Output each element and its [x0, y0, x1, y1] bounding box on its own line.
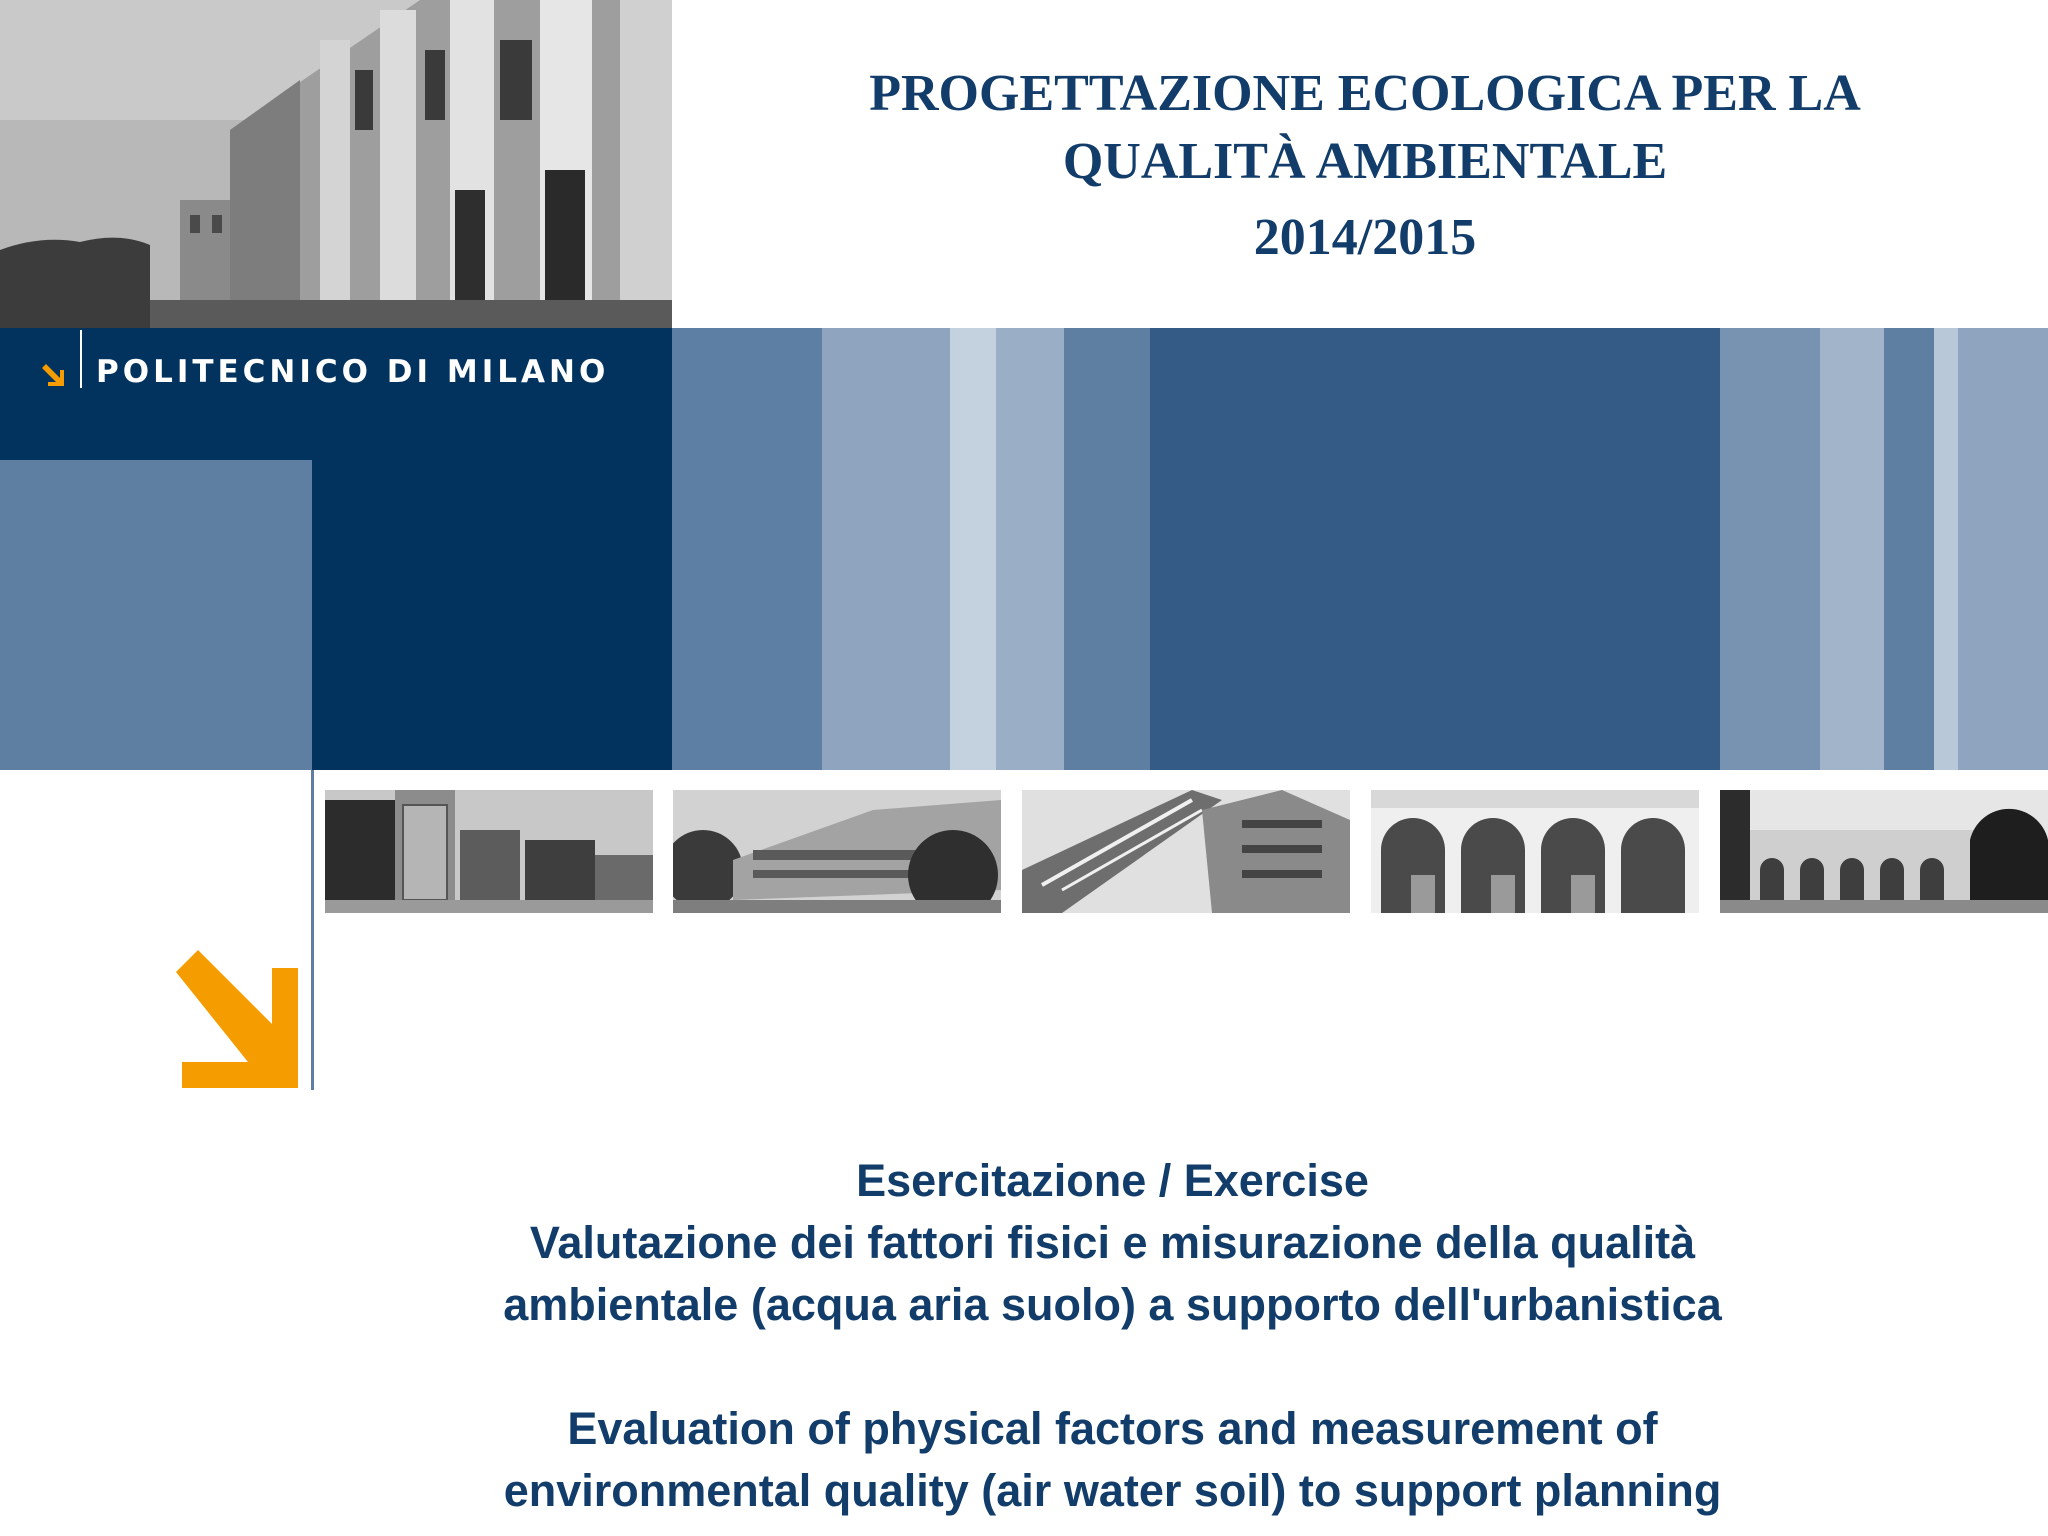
vertical-divider-line [311, 770, 314, 1090]
stripe-block-9 [1934, 328, 1958, 770]
orange-arrow-icon [176, 950, 300, 1090]
campus-building-photo-1 [325, 790, 653, 913]
stripe-block-4 [996, 328, 1064, 770]
stripe-block-2 [822, 328, 950, 770]
campus-building-photo-2 [673, 790, 1001, 913]
campus-courtyard-photo-5 [1720, 790, 2048, 913]
subtitle-line-1: Esercitazione / Exercise [856, 1155, 1369, 1206]
stripe-block-3 [950, 328, 996, 770]
navy-block [312, 460, 672, 770]
stripe-block-7 [1820, 328, 1884, 770]
title-line-1: PROGETTAZIONE ECOLOGICA PER LA [869, 65, 1861, 122]
subtitle-line-3: ambientale (acqua aria suolo) a supporto dell'urbanistica [503, 1279, 1722, 1330]
stripe-block-1 [672, 328, 822, 770]
exercise-description [300, 1150, 1925, 1522]
header-building-photo [0, 0, 672, 328]
subtitle-line-5: environmental quality (air water soil) to support planning [503, 1465, 1722, 1516]
central-blue-block [1150, 328, 1720, 770]
brand-bar [0, 328, 672, 460]
stripe-block-5 [1064, 328, 1150, 770]
stripe-block-10 [1958, 328, 2048, 770]
arrow-down-right-icon [40, 362, 66, 388]
stripe-block-8 [1884, 328, 1934, 770]
campus-arcade-photo-4 [1371, 790, 1699, 913]
stripe-block-6 [1720, 328, 1820, 770]
university-name: POLITECNICO DI MILANO [96, 354, 610, 390]
subtitle-spacer [300, 1336, 1925, 1398]
brand-divider [80, 330, 82, 388]
academic-year: 2014/2015 [1253, 209, 1477, 266]
title-line-2: QUALITÀ AMBIENTALE [1062, 133, 1668, 190]
subtitle-line-2: Valutazione dei fattori fisici e misurazione della qualità [529, 1217, 1696, 1268]
presentation-title [700, 60, 2030, 272]
subtitle-line-4: Evaluation of physical factors and measurement of [567, 1403, 1658, 1454]
campus-building-photo-3 [1022, 790, 1350, 913]
left-navy-block [0, 460, 312, 770]
